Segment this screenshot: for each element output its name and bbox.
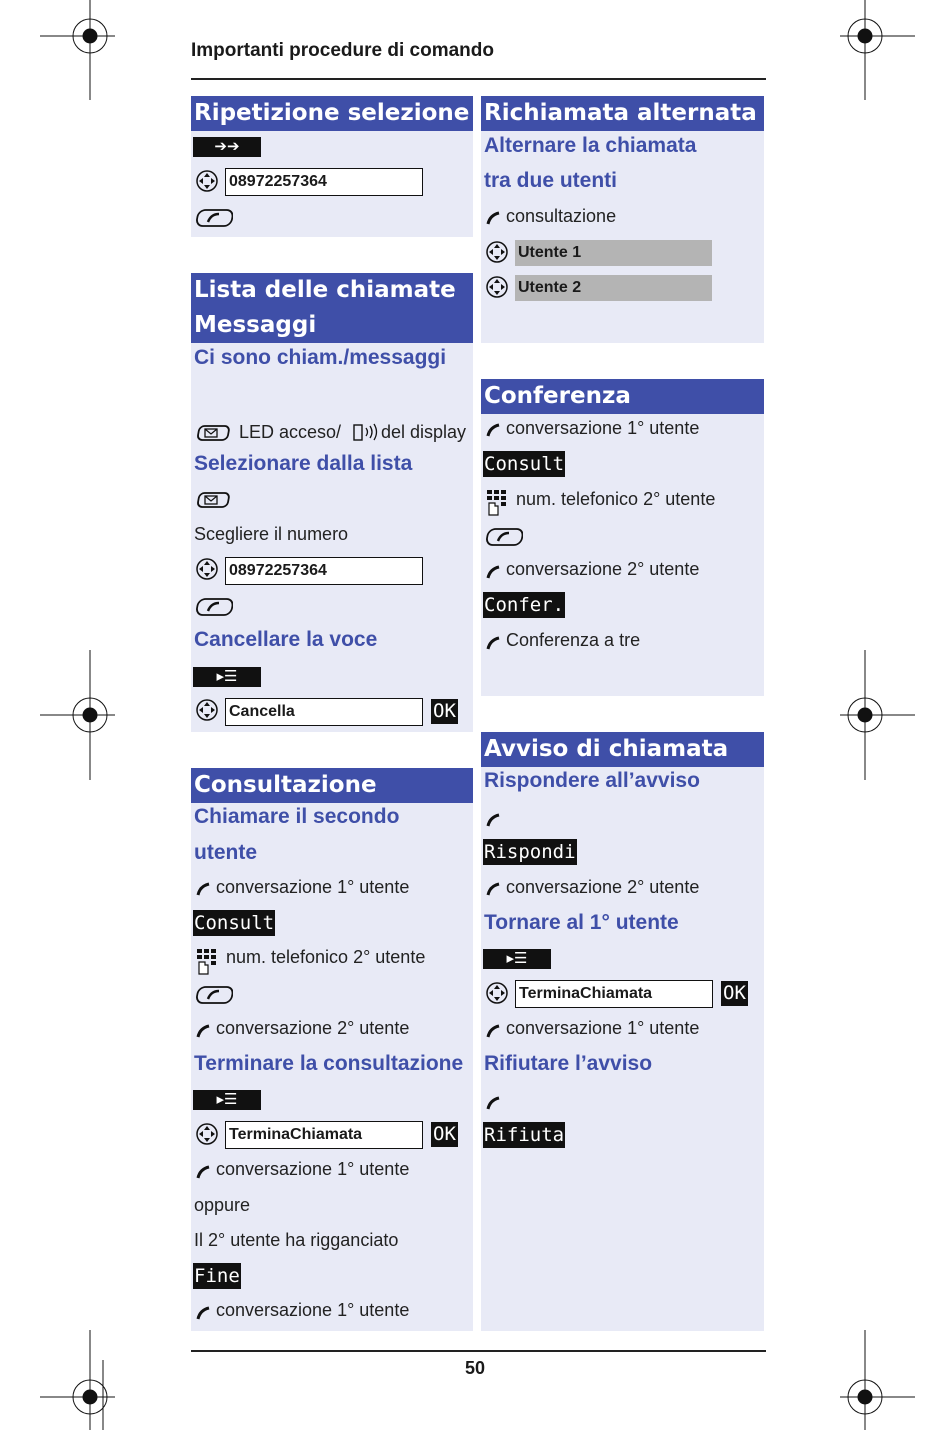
status-text: conversazione 1° utente (506, 418, 700, 438)
section-title-line2: Messaggi (194, 312, 317, 338)
status-text: conversazione 2° utente (506, 877, 700, 897)
handset-icon (486, 423, 500, 437)
status-text: Conferenza a tre (506, 630, 641, 650)
section-title: Richiamata alternata (481, 96, 764, 131)
status-text: consultazione (506, 206, 617, 226)
section-title: Ripetizione selezione (191, 96, 473, 131)
message-key-icon[interactable] (195, 424, 231, 442)
instruction-text: oppure (194, 1195, 251, 1215)
status-text: conversazione 1° utente (216, 877, 410, 897)
handset-icon (486, 1024, 500, 1038)
subheading: Chiamare il secondo (194, 805, 400, 828)
confer-softkey[interactable]: Confer. (484, 594, 565, 616)
subheading: tra due utenti (484, 169, 618, 192)
rifiuta-softkey[interactable]: Rifiuta (484, 1124, 565, 1146)
subheading: Rispondere all’avviso (484, 769, 700, 792)
navigation-key-icon[interactable] (195, 698, 219, 722)
ok-button[interactable]: OK (723, 982, 746, 1004)
section-title (191, 273, 473, 343)
instruction-text: num. telefonico 2° utente (226, 947, 426, 967)
section-title: Avviso di chiamata (481, 732, 764, 767)
navigation-key-icon[interactable] (195, 557, 219, 581)
instruction-text: Scegliere il numero (194, 524, 349, 544)
call-key-icon[interactable] (485, 527, 523, 547)
led-text: LED acceso/ (239, 422, 342, 442)
subheading: Rifiutare l’avviso (484, 1052, 653, 1075)
subheading: Terminare la consultazione (194, 1052, 464, 1075)
menu-option-field[interactable]: Cancella (225, 698, 423, 726)
subheading: Tornare al 1° utente (484, 911, 679, 934)
handset-icon (486, 882, 500, 896)
page-number: 50 (464, 1358, 486, 1378)
display-text: del display (381, 422, 467, 442)
status-text: conversazione 1° utente (506, 1018, 700, 1038)
rispondi-softkey[interactable]: Rispondi (484, 841, 576, 863)
instruction-text: Il 2° utente ha rigganciato (194, 1230, 399, 1250)
handset-icon[interactable] (486, 1096, 500, 1110)
registration-mark-icon (840, 1330, 915, 1430)
redial-key[interactable]: ➔➔ (193, 137, 261, 157)
handset-icon[interactable] (486, 813, 500, 827)
handset-icon (486, 565, 500, 579)
display-line-utente1[interactable]: Utente 1 (515, 240, 712, 266)
top-rule (191, 78, 766, 80)
registration-mark-icon (40, 650, 115, 780)
display-line-utente2[interactable]: Utente 2 (515, 275, 712, 301)
running-head: Importanti procedure di comando (191, 40, 494, 61)
section-title: Consultazione (191, 768, 473, 803)
handset-icon (486, 636, 500, 650)
bottom-rule (191, 1350, 766, 1352)
navigation-key-icon[interactable] (485, 275, 509, 299)
navigation-key-icon[interactable] (195, 1122, 219, 1146)
handset-icon (196, 1165, 210, 1179)
fine-softkey[interactable]: Fine (194, 1265, 240, 1287)
message-key-icon[interactable] (195, 491, 231, 509)
navigation-key-icon[interactable] (485, 981, 509, 1005)
consult-softkey[interactable]: Consult (484, 453, 565, 475)
subheading: Ci sono chiam./messaggi (194, 346, 447, 369)
handset-icon (196, 882, 210, 896)
menu-key[interactable]: ▸☰ (193, 667, 261, 687)
subheading: Selezionare dalla lista (194, 452, 413, 475)
instruction-text: num. telefonico 2° utente (516, 489, 716, 509)
menu-option-field[interactable]: TerminaChiamata (515, 980, 713, 1008)
status-text: conversazione 1° utente (216, 1300, 410, 1320)
handset-icon (196, 1306, 210, 1320)
registration-mark-icon (840, 0, 915, 100)
keypad-icon[interactable] (485, 489, 511, 517)
menu-option-field[interactable]: TerminaChiamata (225, 1121, 423, 1149)
subheading: utente (194, 841, 257, 864)
menu-key[interactable]: ▸☰ (193, 1090, 261, 1110)
registration-mark-icon (840, 650, 915, 780)
handset-icon (486, 211, 500, 225)
number-field[interactable]: 08972257364 (225, 168, 423, 196)
keypad-icon[interactable] (195, 948, 221, 976)
subheading: Alternare la chiamata (484, 134, 697, 157)
display-message-icon (352, 422, 380, 444)
status-text: conversazione 2° utente (506, 559, 700, 579)
registration-mark-icon (40, 0, 115, 100)
call-key-icon[interactable] (195, 597, 233, 617)
handset-icon (196, 1024, 210, 1038)
ok-button[interactable]: OK (433, 700, 456, 722)
status-text: conversazione 2° utente (216, 1018, 410, 1038)
call-key-icon[interactable] (195, 985, 233, 1005)
navigation-key-icon[interactable] (485, 240, 509, 264)
registration-mark-icon (40, 1330, 115, 1430)
ok-button[interactable]: OK (433, 1123, 456, 1145)
subheading: Cancellare la voce (194, 628, 378, 651)
status-text: conversazione 1° utente (216, 1159, 410, 1179)
navigation-key-icon[interactable] (195, 169, 219, 193)
consult-softkey[interactable]: Consult (194, 912, 275, 934)
menu-key[interactable]: ▸☰ (483, 949, 551, 969)
call-key-icon[interactable] (195, 208, 233, 228)
section-title: Conferenza (481, 379, 764, 414)
number-field[interactable]: 08972257364 (225, 557, 423, 585)
section-title-line1: Lista delle chiamate (194, 277, 456, 303)
